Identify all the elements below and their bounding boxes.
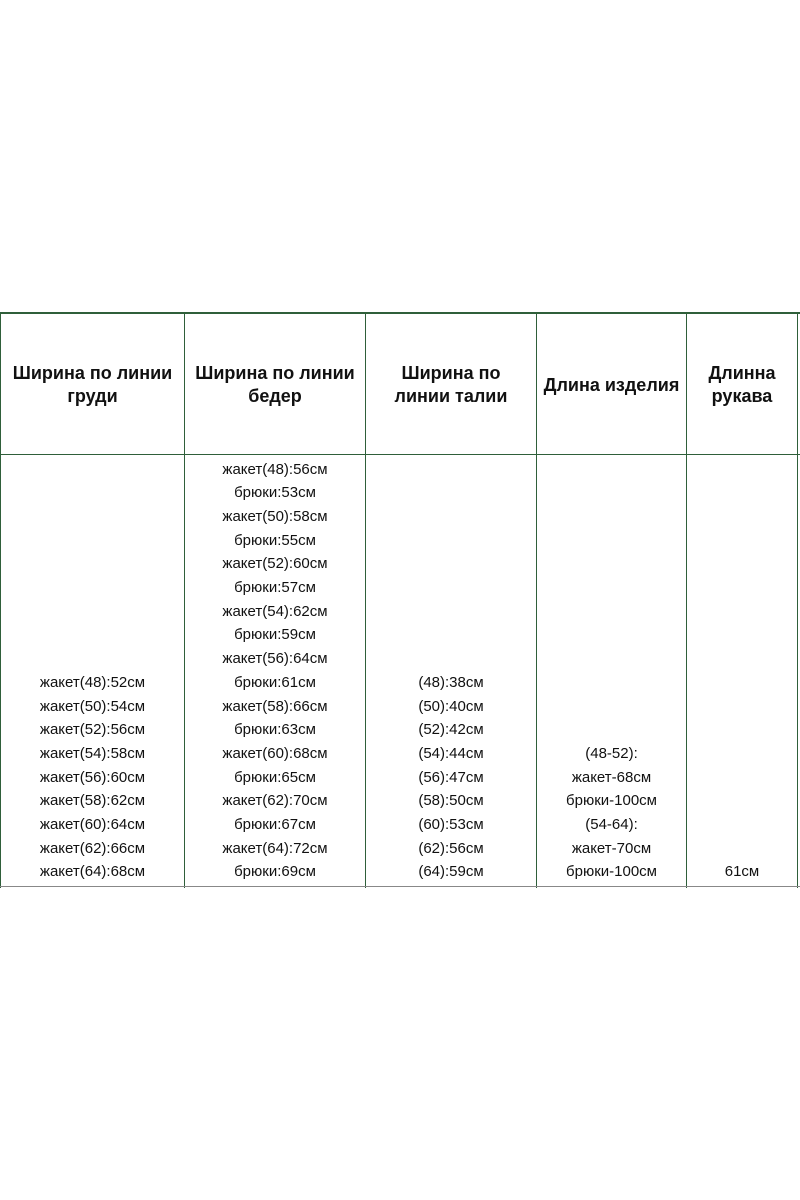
table-cell: (56):47см	[418, 768, 484, 786]
table-cell: жакет(56):60см	[39, 768, 146, 786]
header-garment-length: Длина изделия	[543, 374, 680, 395]
table-cell: жакет(58):62см	[39, 792, 146, 810]
table-cell: жакет(50):58см	[222, 508, 328, 525]
column-hip-width	[185, 456, 365, 884]
column-chest-width	[1, 456, 184, 884]
table-cell: брюки:57см	[234, 579, 316, 597]
table-cell: жакет(62):66см	[39, 839, 146, 857]
table-cell: жакет(64):68см	[39, 863, 146, 881]
table-bottom-border	[0, 886, 800, 887]
table-cell: брюки-100см	[566, 863, 657, 881]
table-cell: жакет-70см	[571, 839, 652, 857]
table-cell: (52):42см	[418, 721, 484, 739]
table-cell: (54-64):	[585, 815, 638, 833]
table-cell: (50):40см	[418, 697, 484, 715]
table-cell: (62):56см	[418, 839, 484, 857]
header-hip-width: Ширина по линии бедер	[195, 363, 355, 406]
size-table	[0, 312, 800, 886]
header-sleeve-length: Длинна рукава	[708, 363, 776, 406]
header-divider	[0, 454, 800, 455]
table-cell: брюки:63см	[234, 721, 316, 739]
table-cell: жакет(54):58см	[39, 744, 146, 762]
table-cell: жакет-68см	[571, 768, 652, 786]
table-cell: жакет(52):60см	[222, 555, 328, 573]
table-cell: брюки:59см	[234, 626, 316, 644]
table-cell: жакет(58):66см	[222, 697, 328, 715]
table-cell: жакет(52):56см	[39, 721, 146, 739]
grid-line	[797, 314, 798, 888]
table-cell: жакет(60):68см	[222, 744, 328, 762]
table-cell: жакет(48):52см	[39, 673, 146, 691]
table-cell: жакет(48):56см	[222, 460, 328, 478]
table-cell: (64):59см	[418, 863, 484, 881]
header-waist-width: Ширина по линии талии	[394, 363, 508, 406]
table-cell: (48):38см	[418, 673, 484, 691]
table-cell: (58):50см	[418, 792, 484, 810]
table-cell: брюки:65см	[234, 768, 316, 786]
table-cell: (60):53см	[418, 815, 484, 833]
table-cell: брюки:53см	[234, 484, 316, 502]
table-cell: брюки-100см	[566, 792, 657, 810]
column-garment-length	[537, 456, 686, 884]
table-cell: жакет(56):64см	[222, 650, 328, 668]
table-cell: жакет(64):72см	[222, 839, 328, 857]
column-sleeve-length	[687, 456, 797, 884]
table-cell: брюки:61см	[234, 673, 316, 691]
header-chest-width: Ширина по линии груди	[12, 363, 173, 406]
table-cell: 61см	[724, 863, 760, 881]
table-cell: жакет(62):70см	[222, 792, 328, 810]
table-cell: брюки:69см	[234, 863, 316, 881]
table-cell: жакет(50):54см	[39, 697, 146, 715]
table-cell: брюки:67см	[234, 815, 316, 833]
column-waist-width	[366, 456, 536, 884]
table-cell: (54):44см	[418, 744, 484, 762]
table-cell: брюки:55см	[234, 531, 316, 549]
table-cell: жакет(60):64см	[39, 815, 146, 833]
table-cell: (48-52):	[585, 744, 638, 762]
table-cell: жакет(54):62см	[222, 602, 328, 620]
